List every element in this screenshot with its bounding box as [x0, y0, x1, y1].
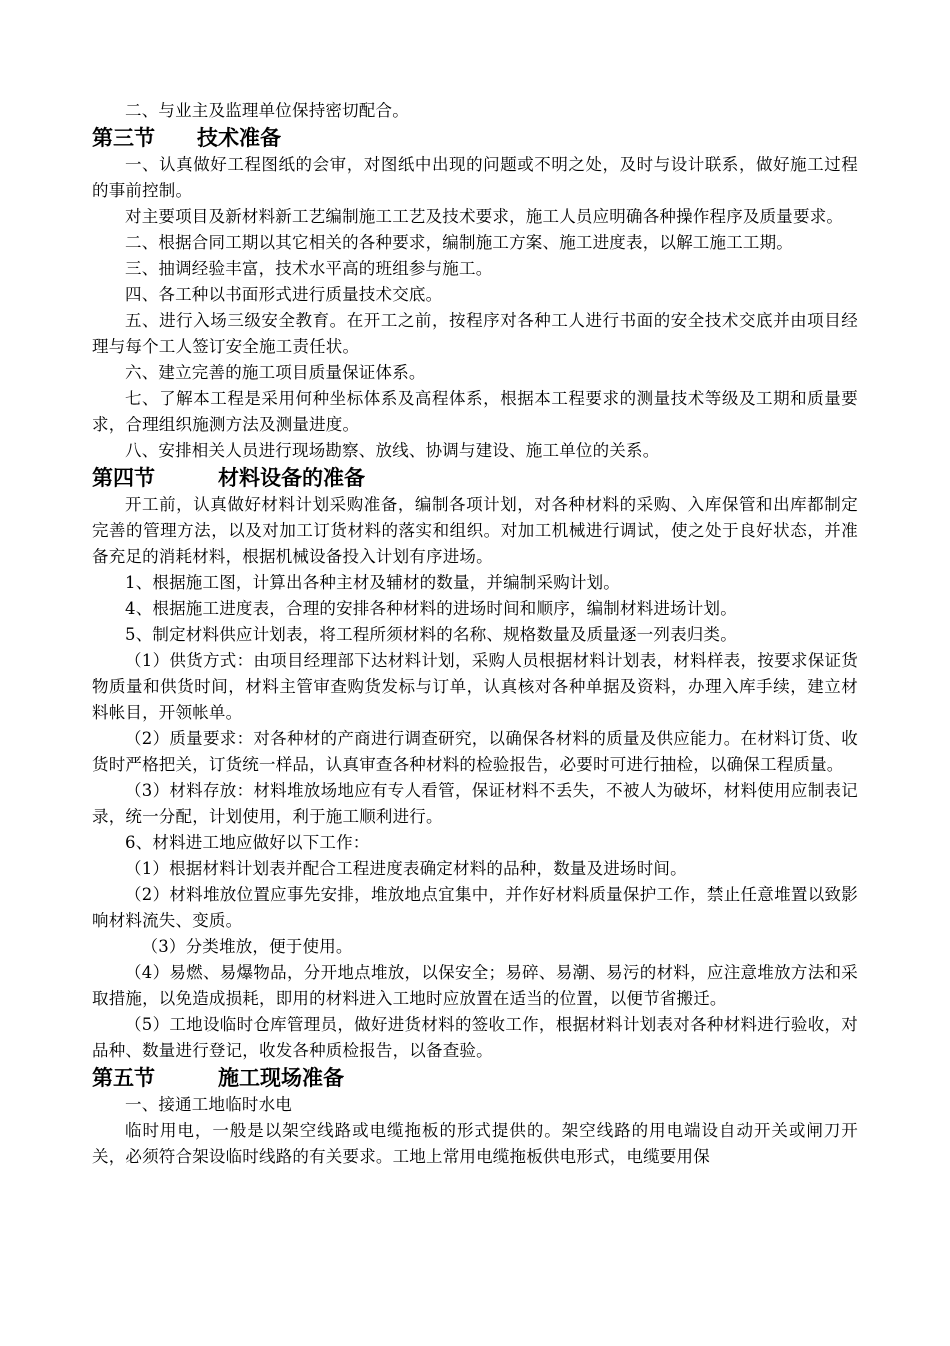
paragraph: 八、安排相关人员进行现场勘察、放线、协调与建设、施工单位的关系。	[125, 441, 660, 460]
paragraph: 一、接通工地临时水电	[125, 1095, 292, 1114]
paragraph: 5、制定材料供应计划表，将工程所须材料的名称、规格数量及质量逐一列表归类。	[125, 625, 737, 644]
paragraph: 五、进行入场三级安全教育。在开工之前，按程序对各种工人进行书面的安全技术交底并由项目经理与每个工人签订安全施工责任状。	[92, 311, 858, 356]
paragraph: 三、抽调经验丰富，技术水平高的班组参与施工。	[125, 259, 493, 278]
paragraph: 4、根据施工进度表，合理的安排各种材料的进场时间和顺序，编制材料进场计划。	[125, 599, 737, 618]
paragraph: （4）易燃、易爆物品，分开地点堆放，以保安全；易碎、易潮、易污的材料，应注意堆放方法和采取措施，以免造成损耗，即用的材料进入工地时应放置在适当的位置，以便节省搬迁。	[92, 963, 858, 1008]
paragraph: 一、认真做好工程图纸的会审，对图纸中出现的问题或不明之处，及时与设计联系，做好施工过程的事前控制。	[92, 155, 858, 200]
paragraph: （5）工地设临时仓库管理员，做好进货材料的签收工作，根据材料计划表对各种材料进行验收，对品种、数量进行登记，收发各种质检报告，以备查验。	[92, 1015, 858, 1060]
paragraph: （3）材料存放：材料堆放场地应有专人看管，保证材料不丢失，不被人为破坏，材料使用应制表记录，统一分配，计划使用，利于施工顺利进行。	[92, 781, 858, 826]
paragraph: 6、材料进工地应做好以下工作：	[125, 833, 370, 852]
paragraph: （3）分类堆放，便于使用。	[141, 937, 353, 956]
paragraph: 二、与业主及监理单位保持密切配合。	[125, 101, 409, 120]
paragraph: 临时用电，一般是以架空线路或电缆拖板的形式提供的。架空线路的用电端设自动开关或闸刀开关，必须符合架设临时线路的有关要求。工地上常用电缆拖板供电形式，电缆要用保	[92, 1121, 858, 1166]
section-heading-5: 第五节 施工现场准备	[92, 1066, 344, 1090]
paragraph: 开工前，认真做好材料计划采购准备，编制各项计划，对各种材料的采购、入库保管和出库都制定完善的管理方法，以及对加工订货材料的落实和组织。对加工机械进行调试，使之处于良好状态，并准备充足的消耗材料，根据机械设备投入计划有序进场。	[92, 495, 858, 566]
paragraph: （2）质量要求：对各种材的产商进行调查研究，以确保各材料的质量及供应能力。在材料订货、收货时严格把关，订货统一样品，认真审查各种材料的检验报告，必要时可进行抽检，以确保工程质量。	[92, 729, 858, 774]
paragraph: 1、根据施工图，计算出各种主材及辅材的数量，并编制采购计划。	[125, 573, 620, 592]
paragraph: （1）供货方式：由项目经理部下达材料计划，采购人员根据材料计划表，材料样表，按要求保证货物质量和供货时间，材料主管审查购货发标与订单，认真核对各种单据及资料，办理入库手续，建立材料帐目，开领帐单。	[92, 651, 858, 722]
paragraph: （1）根据材料计划表并配合工程进度表确定材料的品种，数量及进场时间。	[125, 859, 687, 878]
section-heading-4: 第四节 材料设备的准备	[92, 466, 365, 490]
section-heading-3: 第三节 技术准备	[92, 126, 281, 150]
document-body	[92, 98, 858, 1170]
paragraph: 六、建立完善的施工项目质量保证体系。	[125, 363, 426, 382]
paragraph: 四、各工种以书面形式进行质量技术交底。	[125, 285, 443, 304]
paragraph: 二、根据合同工期以其它相关的各种要求，编制施工方案、施工进度表，以解工施工工期。	[125, 233, 793, 252]
paragraph: 对主要项目及新材料新工艺编制施工工艺及技术要求，施工人员应明确各种操作程序及质量要求。	[125, 207, 844, 226]
paragraph: （2）材料堆放位置应事先安排，堆放地点宜集中，并作好材料质量保护工作，禁止任意堆置以致影响材料流失、变质。	[92, 885, 858, 930]
paragraph: 七、了解本工程是采用何种坐标体系及高程体系，根据本工程要求的测量技术等级及工期和质量要求，合理组织施测方法及测量进度。	[92, 389, 858, 434]
